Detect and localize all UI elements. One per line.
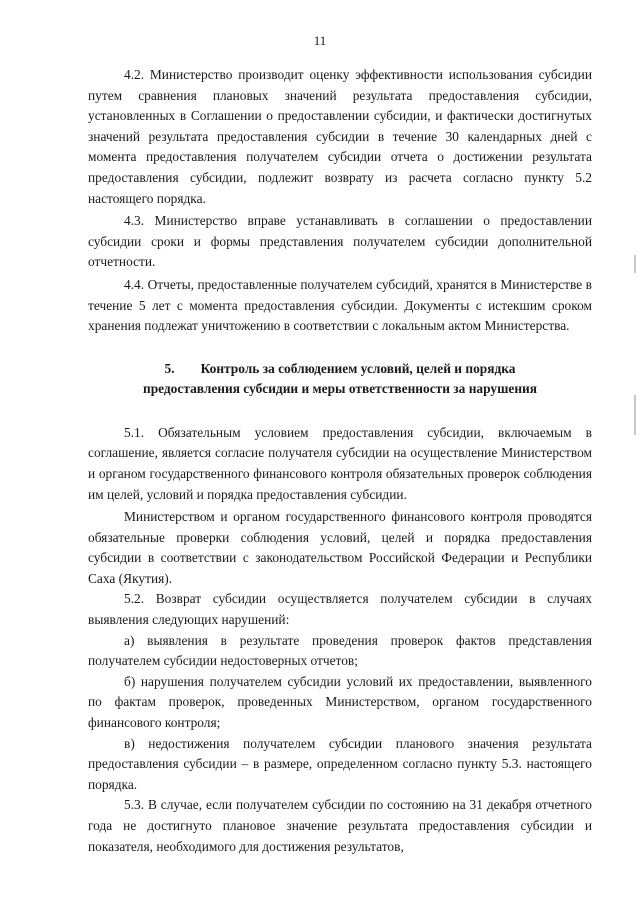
paragraph-4-4: 4.4. Отчеты, предоставленные получателем субсидий, хранятся в Министерстве в течение 5 лет с момента предоставления субсидии. Документы с истекшим сроком хранения подлежат уничтожению в соответствии с локальным актом Министерства. <box>88 276 592 334</box>
page-number: 11 <box>313 33 327 48</box>
list-item-v: в) недостижения получателем субсидии планового значения результата предоставления субсидии – в размере, определенном согласно пункту 5.3. настоящего порядка. <box>88 735 592 792</box>
scan-margin-mark <box>634 395 636 435</box>
list-item-b: б) нарушения получателем субсидии условий их предоставлении, выявленного по фактам проверок, проведенных Министерством, органом государственного финансового контроля; <box>88 673 592 731</box>
paragraph-4-3: 4.3. Министерство вправе устанавливать в соглашении о предоставлении субсидии сроки и формы представления получателем субсидии дополнительной отчетности. <box>88 213 592 270</box>
paragraph-5-2: 5.2. Возврат субсидии осуществляется получателем субсидии в случаях выявления следующих нарушений: <box>88 591 592 628</box>
section-5-heading <box>88 359 592 399</box>
section-5-title-line-1: Контроль за соблюдением условий, целей и порядка <box>200 360 516 376</box>
section-5-title-line-2: предоставления субсидии и меры ответственности за нарушения <box>142 380 538 396</box>
scan-margin-mark <box>634 255 636 273</box>
section-5-number: 5. <box>164 360 175 376</box>
paragraph-4-2: 4.2. Министерство производит оценку эффективности использования субсидии путем сравнения плановых значений результата предоставления субсидии, установленных в Соглашении о предоставлении субсидии, и фактически достигнутых значений результата предоставления субсидии в течение 30 календарных дней с момента предоставления получателем субсидии отчета о достижении результата предоставления субсидии, подлежит возврату из расчета согласно пункту 5.2 настоящего порядка. <box>88 67 592 206</box>
document-body <box>88 65 592 857</box>
paragraph-5-1: 5.1. Обязательным условием предоставления субсидии, включаемым в соглашение, является согласие получателя субсидии на осуществление Министерством и органом государственного финансового контроля обязательных проверок соблюдения им целей, условий и порядка предоставления субсидии. <box>88 424 592 502</box>
paragraph-5-3: 5.3. В случае, если получателем субсидии по состоянию на 31 декабря отчетного года не достигнуто плановое значение результата предоставления субсидии и показателя, необходимого для достижения результатов, <box>88 797 592 854</box>
list-item-a: а) выявления в результате проведения проверок фактов представления получателем субсидии недостоверных отчетов; <box>88 632 592 669</box>
paragraph-5-1-control: Министерством и органом государственного финансового контроля проводятся обязательные проверки соблюдения условий, целей и порядка предоставления субсидии в соответствии с законодательством Российской Федерации и Республики Саха (Якутия). <box>88 509 592 586</box>
